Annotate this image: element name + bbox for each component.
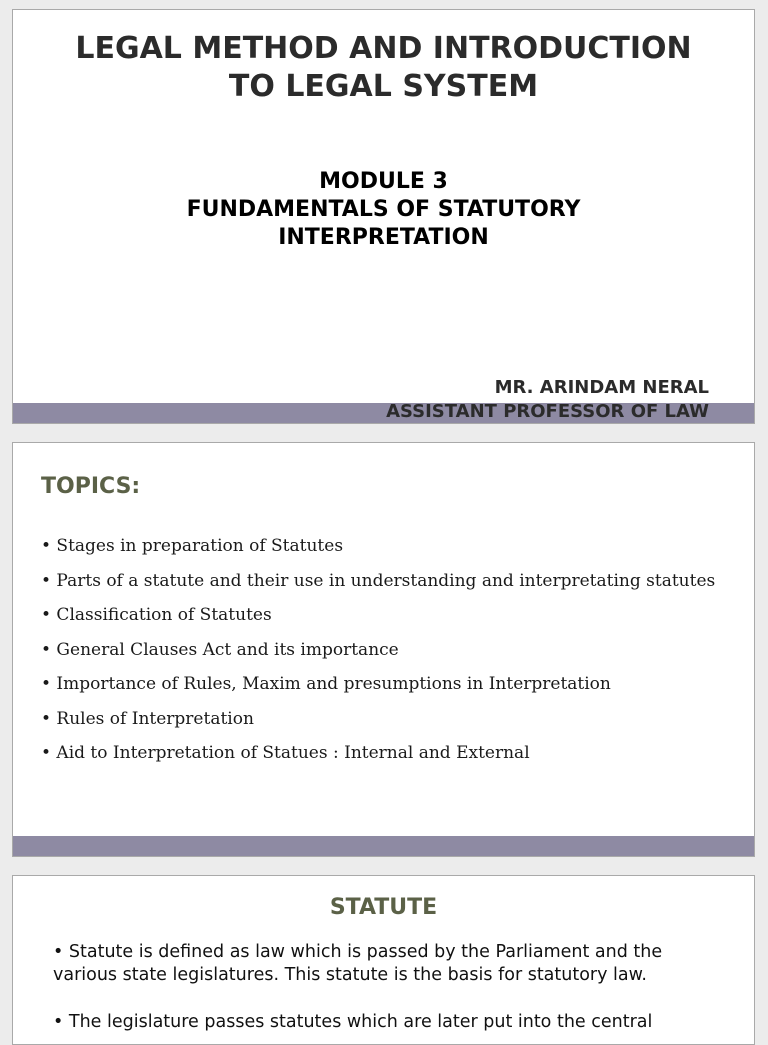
module-number: MODULE 3 <box>319 169 448 194</box>
author-block <box>386 376 709 424</box>
slide-title <box>12 9 755 424</box>
author-name: MR. ARINDAM NERAL <box>494 377 709 398</box>
slide-statute <box>12 875 755 1045</box>
author-role: ASSISTANT PROFESSOR OF LAW <box>386 401 709 422</box>
title-line-1: LEGAL METHOD AND INTRODUCTION <box>75 31 692 66</box>
list-item: • General Clauses Act and its importance <box>41 639 399 660</box>
topics-heading: TOPICS: <box>41 474 141 499</box>
list-item: • Parts of a statute and their use in understanding and interpretating statutes <box>41 570 716 591</box>
slide-topics <box>12 442 755 857</box>
title-line-2: TO LEGAL SYSTEM <box>228 69 539 104</box>
statute-heading: STATUTE <box>329 895 438 920</box>
list-item: • Rules of Interpretation <box>41 708 254 729</box>
presentation-title <box>13 30 754 106</box>
statute-paragraph: • Statute is defined as law which is passed by the Parliament and the various state legislatures. This statute is the basis for statutory law. <box>53 942 663 985</box>
list-item: • Importance of Rules, Maxim and presumptions in Interpretation <box>41 674 611 694</box>
topics-list <box>41 529 734 771</box>
list-item: • Stages in preparation of Statutes <box>41 536 344 556</box>
subtitle-line-2: INTERPRETATION <box>278 225 489 250</box>
list-item: • Classification of Statutes <box>41 605 272 625</box>
footer-band <box>13 836 754 856</box>
list-item: • Aid to Interpretation of Statues : Internal and External <box>41 743 530 763</box>
statute-paragraph: • The legislature passes statutes which are later put into the central <box>53 1012 653 1032</box>
subtitle-line-1: FUNDAMENTALS OF STATUTORY <box>186 197 581 222</box>
module-subtitle <box>13 168 754 252</box>
